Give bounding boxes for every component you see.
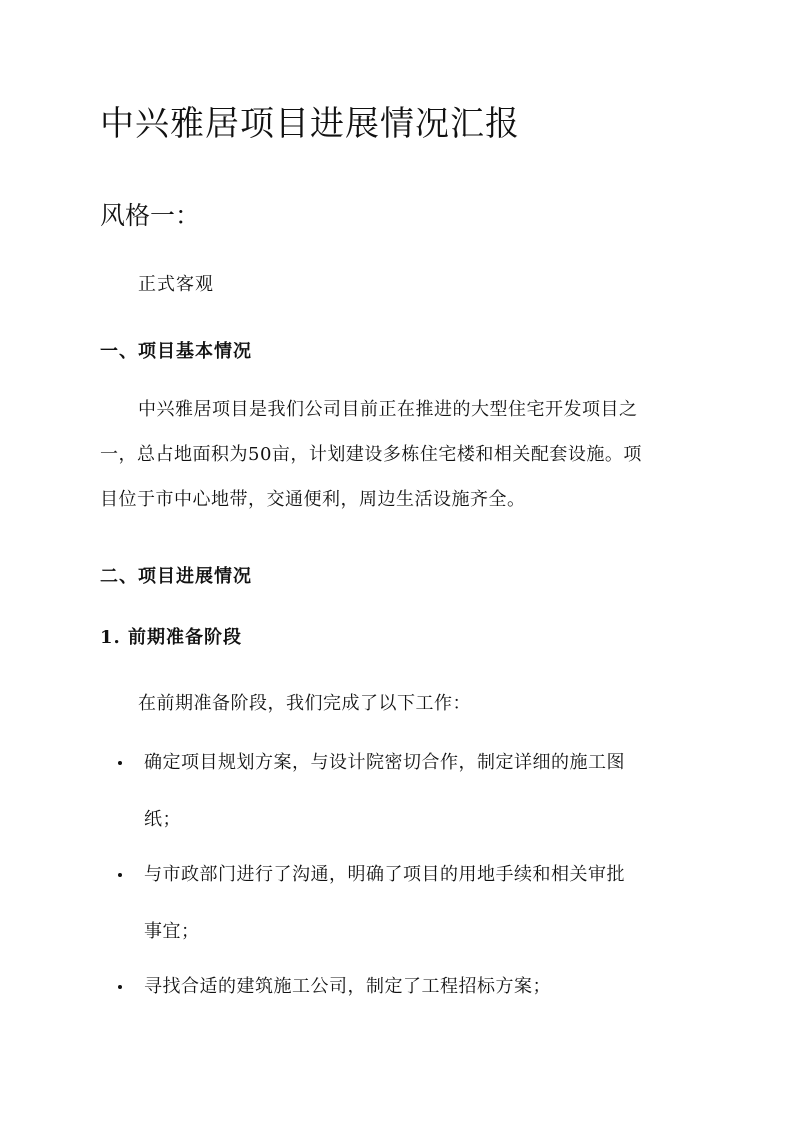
subsection-intro: 在前期准备阶段，我们完成了以下工作： bbox=[138, 693, 471, 714]
bullet-dot-icon bbox=[118, 761, 122, 765]
list-item-line: 寻找合适的建筑施工公司，制定了工程招标方案； bbox=[144, 976, 551, 997]
section1-paragraph bbox=[100, 398, 700, 533]
bullet-dot-icon bbox=[118, 873, 122, 877]
style-description: 正式客观 bbox=[138, 274, 214, 295]
section-heading-progress: 二、项目进展情况 bbox=[100, 566, 252, 587]
list-item-line: 纸； bbox=[144, 809, 181, 830]
section-heading-basic-info: 一、项目基本情况 bbox=[100, 341, 252, 362]
list-item-text bbox=[144, 863, 704, 977]
paragraph-line: 中兴雅居项目是我们公司目前正在推进的大型住宅开发项目之 bbox=[138, 399, 638, 420]
subsection-heading-preparation: 1. 前期准备阶段 bbox=[100, 627, 243, 648]
document-title: 中兴雅居项目进展情况汇报 bbox=[100, 104, 520, 144]
bullet-dot-icon bbox=[118, 985, 122, 989]
list-item-line: 事宜； bbox=[144, 921, 200, 942]
list-item-line: 确定项目规划方案，与设计院密切合作，制定详细的施工图 bbox=[144, 752, 625, 773]
list-item-text bbox=[144, 975, 704, 1032]
style-heading: 风格一： bbox=[100, 201, 201, 230]
list-item-line: 与市政部门进行了沟通，明确了项目的用地手续和相关审批 bbox=[144, 864, 625, 885]
paragraph-line: 一，总占地面积为50亩，计划建设多栋住宅楼和相关配套设施。项 bbox=[100, 444, 642, 465]
paragraph-line: 目位于市中心地带，交通便利，周边生活设施齐全。 bbox=[100, 489, 526, 510]
list-item-text bbox=[144, 751, 704, 865]
